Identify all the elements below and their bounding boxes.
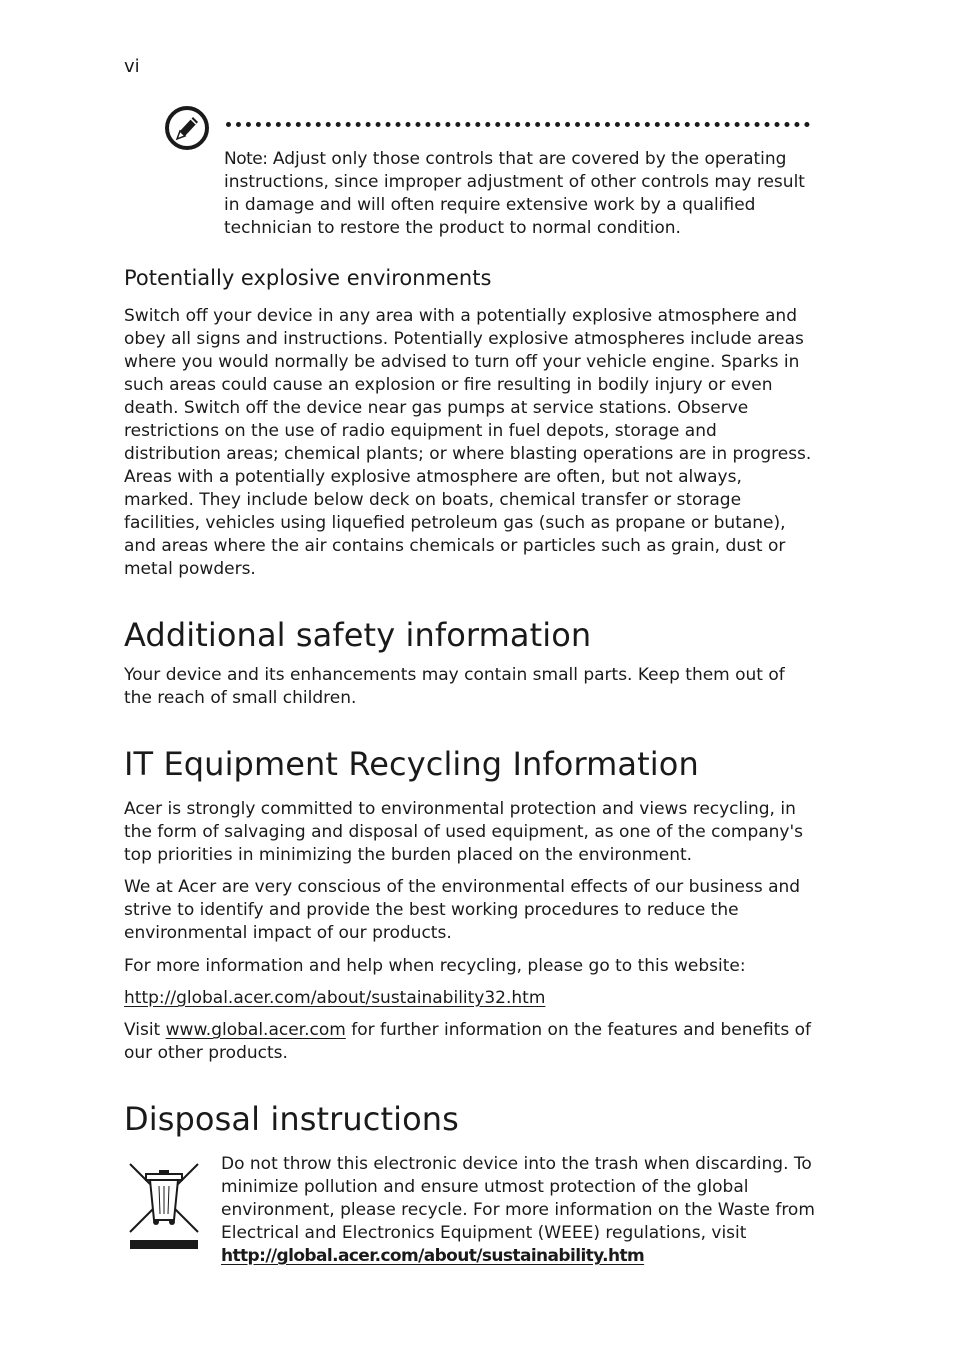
section-heading-explosive: Potentially explosive environments: [124, 266, 492, 290]
weee-crossed-bin-icon: [126, 1160, 202, 1252]
sustainability32-link[interactable]: http://global.acer.com/about/sustainability32.htm: [124, 988, 546, 1008]
recycling-paragraph-1: Acer is strongly committed to environmental protection and views recycling, in the form of salvaging and disposal of used equipment, as one of the company's top priorities in minimizing the burden placed on the environment.: [124, 799, 804, 865]
sustainability-link[interactable]: http://global.acer.com/about/sustainability.htm: [221, 1246, 645, 1266]
note-pen-icon: [163, 104, 211, 152]
visit-paragraph: [124, 1019, 814, 1065]
note-label: Note:: [224, 149, 268, 169]
note-text: Adjust only those controls that are covered by the operating instructions, since improper adjustment of other controls may result in damage and will often require extensive work by a qualified technician to restore the product to normal condition.: [224, 149, 805, 238]
recycling-paragraph-2: We at Acer are very conscious of the environmental effects of our business and strive to identify and provide the best working procedures to reduce the environmental impact of our products.: [124, 877, 801, 943]
heading-additional-safety: Additional safety information: [124, 616, 592, 654]
additional-paragraph: Your device and its enhancements may contain small parts. Keep them out of the reach of small children.: [124, 665, 785, 708]
heading-recycling: IT Equipment Recycling Information: [124, 745, 699, 783]
global-acer-link[interactable]: www.global.acer.com: [165, 1020, 346, 1040]
note-divider: [226, 122, 810, 127]
visit-prefix: Visit: [124, 1020, 166, 1040]
disposal-text: Do not throw this electronic device into the trash when discarding. To minimize pollution and ensure utmost protection of the global environment, please recycle. For more information on the Waste from Electrical and Electronics Equipment (WEEE) regulations, visit: [221, 1154, 815, 1243]
page-number: vi: [124, 56, 140, 77]
note-block: [224, 148, 812, 240]
recycling-link-row: [124, 987, 814, 1010]
recycling-paragraph-3: For more information and help when recycling, please go to this website:: [124, 956, 746, 976]
heading-disposal: Disposal instructions: [124, 1100, 459, 1138]
explosive-paragraph: Switch off your device in any area with a potentially explosive atmosphere and obey all signs and instructions. Potentially explosive atmospheres include areas where you would normally be advised to turn off your vehicle engine. Sparks in such areas could cause an explosion or fire resulting in bodily injury or even death. Switch off the device near gas pumps at service stations. Observe restrictions on the use of radio equipment in fuel depots, storage and distribution areas; chemical plants; or where blasting operations are in progress. Areas with a potentially explosive atmosphere are often, but not always, marked. They include below deck on boats, chemical transfer or storage facilities, vehicles using liquefied petroleum gas (such as propane or butane), and areas where the air contains chemicals or particles such as grain, dust or metal powders.: [124, 306, 812, 579]
visit-suffix: for further information on the features and benefits of our other products.: [124, 1020, 811, 1063]
disposal-paragraph: [221, 1153, 821, 1268]
